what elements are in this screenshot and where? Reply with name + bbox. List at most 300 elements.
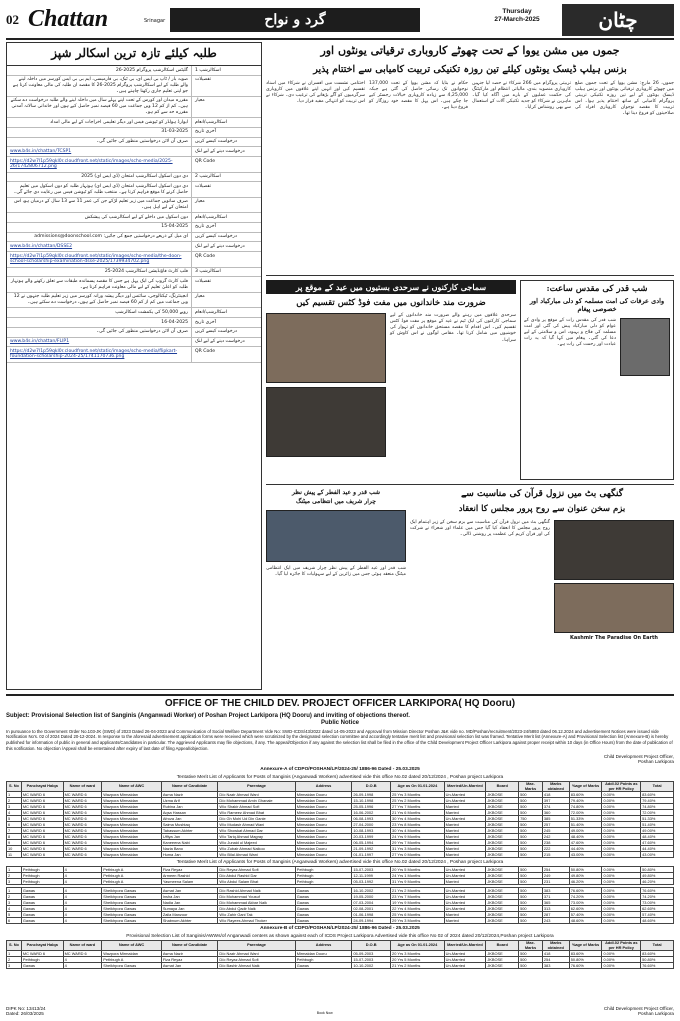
table-cell: Pethbugh (295, 867, 352, 873)
table-cell: Pethbugh A (102, 957, 162, 963)
scholarship-link[interactable]: www.b4s.in/chattan/TCSP1 (10, 148, 72, 154)
scholarship-column (6, 42, 262, 690)
table-cell: MC WARD 6 (21, 810, 63, 816)
table-cell: MC WARD 6 (21, 816, 63, 822)
table-cell: Pethbugh (21, 867, 63, 873)
table-cell: JKBOSE (486, 900, 519, 906)
table-cell: Aqsa Hassan (161, 810, 218, 816)
table-cell: 21 Yrs 2 Months (391, 963, 445, 969)
table-cell: 365 (542, 900, 569, 906)
table-cell: MC WARD 6 (63, 846, 102, 852)
table-cell: 249 (542, 873, 569, 879)
table-cell: Wazpora Mirmaidan (102, 840, 162, 846)
scholarship-key: معیار (191, 198, 261, 212)
column-header: S. No (7, 941, 22, 951)
table-cell: Un-Married (444, 888, 486, 894)
table-cell: 2 (7, 873, 22, 879)
table-cell: Un-Married (444, 957, 486, 963)
table-cell: JKBOSE (486, 846, 519, 852)
table-cell: 0.00% (602, 873, 641, 879)
table-cell: Gawas (21, 912, 63, 918)
table-cell: 0.00% (602, 957, 641, 963)
table-cell: 500 (519, 963, 543, 969)
footer-mid: Book Now (316, 1010, 333, 1015)
column-header: %age of Marks (569, 782, 602, 792)
story5-text: گنگھی بٹ میں نزول قرآن کی مناسبت سے بزم سخن کے زیر اہتمام ایک روح پرور مجلس کا انعقاد کیا گیا جس میں علماء اور شعراء نے شرکت کی اور قرآن کریم کی عظمت پر روشنی ڈالی۔ (410, 519, 550, 537)
scholarship-row (7, 252, 261, 267)
notice-title: OFFICE OF THE CHILD DEV. PROJECT OFFICER LARKIPORA( HQ Dooru) (164, 698, 516, 709)
story5-headline-1: گنگھی بٹ میں نزول قرآن کی مناسبت سے (461, 488, 623, 499)
column-header: Name of Candidate (161, 941, 218, 951)
table-cell: 0.00% (602, 792, 641, 798)
scholarship-row (7, 318, 261, 328)
table-cell: Married (444, 804, 486, 810)
gathering-photo (554, 520, 674, 580)
scholarship-key: درخواست دینے کے لیے لنک (191, 242, 261, 251)
scholarship-value: مقررہ میدان اور کورس کے تحت اپنے پہلے سال میں داخلہ لینے والے طلبہ درخواست دے سکتے ہیں۔ کم از کم 12 ویں جماعت میں 60 فیصد نمبر حاصل کیے ہوں اور خاندانی سالانہ آمدنی مقررہ حد سے کم ہو۔ (10, 98, 188, 115)
table-cell: 24 Yrs 1 Months (391, 873, 445, 879)
table-cell: 05-03-1992 (352, 879, 391, 885)
table-cell: 43.00% (641, 852, 674, 858)
brand-tag: Srinagar (144, 18, 166, 24)
story1-headline-1: جموں میں مشن یووا کے تحت چھوٹے کاروباری ترقیاتی یونٹوں اور (320, 44, 620, 57)
table-cell: 48.40% (569, 834, 602, 840)
table-cell: 48.60% (569, 918, 602, 924)
table-cell: JKBOSE (486, 888, 519, 894)
column-header: Panchayat Halqa (21, 941, 63, 951)
scholarship-link[interactable]: https://d2w7l1p59qkl0r.cloudfront.net/static/images/scho-media/flipkart-foundation-scholarship-2024-25/1741170736.png (10, 348, 178, 360)
table-cell: MC WARD 6 (63, 822, 102, 828)
table-cell: 500 (519, 900, 543, 906)
table-cell: 313 (542, 906, 569, 912)
scholarship-value: صرف ساتویں جماعت میں زیر تعلیم لڑکے جن کی عمر 11 سے 13 سال کے درمیان ہو، اس امتحان کے لیے اہل ہیں۔ (14, 199, 188, 210)
table-cell: 500 (519, 894, 543, 900)
dipk-date: Dated: 26/03/2025 (6, 1011, 44, 1017)
scholarship-link[interactable]: https://d2w7l1p59qkl0r.cloudfront.net/static/images/scho-media/2025-26/1742806712.png (10, 158, 173, 170)
table-cell: 500 (519, 792, 543, 798)
column-header: S. No (7, 782, 22, 792)
table-cell: 242 (542, 834, 569, 840)
table-cell: 500 (519, 888, 543, 894)
scholarship-row (7, 277, 261, 292)
table-cell: 31 Yrs 3 Months (391, 846, 445, 852)
table-cell: 254 (542, 867, 569, 873)
scholarship-row (7, 128, 261, 138)
table-cell: Armeen Rashid (161, 873, 218, 879)
table-cell: 500 (519, 804, 543, 810)
table-cell: 1 (7, 951, 22, 957)
table-cell: D/o Mohammad Yousuf (218, 894, 295, 900)
table-cell: Shabnum Akhter (161, 918, 218, 924)
scholarship-key: اسکالرشپ 1 (191, 66, 261, 75)
scholarship-row (7, 147, 261, 157)
table-cell: 62.60% (641, 906, 674, 912)
story3 (520, 280, 674, 480)
table-cell: 76.60% (569, 963, 602, 969)
scholarship-value: 15-04-2025 (161, 224, 188, 230)
table-cell: Mirmaidan Dooru (295, 822, 352, 828)
table-cell: 72.00% (569, 810, 602, 816)
story1-col: تربیتی پروگرام میں 266 شرکاء نے حصہ لیا جنہیں کاروباری منصوبہ بندی، مالیاتی انتظام اور مارکیٹنگ کی حکمت عملیوں کے بارے میں آگاہ کیا گیا۔ ماہرین نے شرکاء کو جدید تکنیکی آلات کے استعمال سے بھی روشناس کرایا۔ (472, 80, 571, 110)
column-header: Address (295, 941, 352, 951)
table-cell: 21 Yrs 6 Months (391, 810, 445, 816)
scholarship-title: طلبہ کیلئے تازہ ترین اسکالر شپز (7, 43, 261, 66)
table-cell: Wazpora Mirmaidan (102, 792, 162, 798)
table-cell: D/o Bashir Ahmad Naik (218, 963, 295, 969)
table-cell: Mirmaidan Dooru (295, 798, 352, 804)
story2-text: سرحدی علاقوں میں رہنے والے ضرورت مند خاندانوں کے لیے سماجی کارکنوں کی ایک ٹیم نے عید کے موقع پر مفت فوڈ کٹس تقسیم کیں۔ اس اقدام کا مقصد مستحق خاندانوں کو تہوار کی خوشیوں میں شامل کرنا تھا۔ مقامی لوگوں نے اس کاوش کو سراہا۔ (390, 313, 516, 343)
signature-line-1: Child Development Project Officer, (603, 753, 674, 759)
table-cell: JKBOSE (486, 918, 519, 924)
table-cell: 25 Yrs 6 Months (391, 912, 445, 918)
table-cell: 3 (7, 900, 22, 906)
story5-caption: Kashmir The Paradise On Earth (570, 634, 658, 641)
story4 (266, 489, 406, 699)
annexure-b-title: Annexure-B of CDPO/POSHAN/LP/2024-25/ 1886-96 Dated - 25.03.2025 (260, 926, 420, 932)
table-cell: Un-Married (444, 873, 486, 879)
table-cell: 44.40% (641, 846, 674, 852)
scholarship-value: دی دون اسکول اسکالرشپ امتحان (ڈی ایس ای) 2025 (81, 174, 188, 180)
table-cell: 74.20% (641, 894, 674, 900)
table-cell: Mirmaidan Dooru (295, 792, 352, 798)
table-cell: Uffiya Jan (161, 834, 218, 840)
table-cell: MC WARD 6 (63, 840, 102, 846)
merit-table-a3 (6, 887, 674, 924)
table-cell: JKBOSE (486, 879, 519, 885)
column-header: Age as On 01.01.2024 (391, 782, 445, 792)
table-cell: Un-Married (444, 900, 486, 906)
table-cell: 222 (542, 846, 569, 852)
scholarship-row (7, 118, 261, 128)
table-cell: 74.80% (641, 804, 674, 810)
column-header: Addl.02 Points as per HR Policy (602, 782, 641, 792)
table-cell: 5 (7, 912, 22, 918)
table-cell: 51.33% (569, 816, 602, 822)
table-cell: JKBOSE (486, 912, 519, 918)
table-cell: D/o Reyaz Ahmad Sofi (218, 957, 295, 963)
table-cell: 83.60% (641, 792, 674, 798)
table-cell: 19 Yrs 9 Months (391, 900, 445, 906)
scholarship-key: معیار (191, 97, 261, 117)
table-cell: 1 (7, 888, 22, 894)
table-cell: 16-10-2002 (352, 888, 391, 894)
table-cell: Un-Married (444, 816, 486, 822)
signature-line-2: Poshan Larkipora (637, 759, 674, 765)
scholarship-key: تفصیلات (191, 182, 261, 196)
table-cell: Un-Married (444, 798, 486, 804)
scholarship-value: دی دون اسکول اسکالرشپ امتحان (ڈی ایس ای) ہونہار طلبہ کو دون اسکول میں تعلیم حاصل کرنے کا موقع فراہم کرتا ہے۔ منتخب طلبہ کو ٹیوشن فیس میں رعایت دی جائے گی۔ (13, 183, 188, 195)
table-cell: 245 (542, 828, 569, 834)
column-header: D.O.B (352, 941, 391, 951)
table-cell: 31 Yrs 9 Months (391, 879, 445, 885)
table-cell: Rubina Jan (161, 804, 218, 810)
notice-signature (6, 754, 674, 765)
table-cell: 0.00% (602, 816, 641, 822)
table-cell: 20 Yrs 3 Months (391, 951, 445, 957)
table-cell: JKBOSE (486, 798, 519, 804)
table-cell: 73.00% (569, 900, 602, 906)
scholarship-row (7, 66, 261, 76)
table-cell: Sheikhpora Gawas (102, 894, 162, 900)
table-cell: 0.00% (602, 840, 641, 846)
table-cell: 0.00% (602, 888, 641, 894)
table-cell: 4 (63, 900, 102, 906)
table-cell: 01-01-1997 (352, 852, 391, 858)
story5-body (410, 520, 674, 641)
scholarship-key: آخری تاریخ (191, 318, 261, 327)
scholarship-row (7, 242, 261, 252)
table-cell: 500 (519, 810, 543, 816)
table-cell: 4 (63, 918, 102, 924)
table-cell: 371 (542, 894, 569, 900)
table-row (7, 918, 674, 924)
table-cell: 4 (63, 963, 102, 969)
table-cell: W/o Shakir Ahmad Sofi (218, 804, 295, 810)
table-cell: 4 (7, 810, 22, 816)
table-cell: Gawas (295, 906, 352, 912)
scholarship-value: 16-04-2025 (161, 319, 188, 325)
column-header: Address (295, 782, 352, 792)
section-title: گرد و نواح (170, 8, 420, 32)
table-cell: 06-05-1994 (352, 840, 391, 846)
table-cell: 43.00% (569, 852, 602, 858)
footer-sig-2: Poshan Larkipora (637, 1011, 674, 1017)
table-cell: 24-09-1994 (352, 918, 391, 924)
table-cell: 0.00% (602, 879, 641, 885)
table-cell: JKBOSE (486, 792, 519, 798)
story1-col: حکام نے بتایا کہ مشن یووا کے تحت 137,000 نوجوانوں تک رسائی حاصل کی گئی ہے جبکہ 4,25,000 سے زیادہ کاروباری خیالات رجسٹر کیے جا چکے ہیں۔ اس پہل کا مقصد خود روزگار کو فروغ دینا ہے۔ (369, 80, 468, 110)
story2 (266, 280, 516, 480)
bottom-row (266, 489, 674, 699)
table-cell: 05-09-2003 (352, 951, 391, 957)
masthead (6, 4, 674, 40)
scholarship-link[interactable]: www.b4s.in/chattan/FLIP1 (10, 339, 70, 344)
table-cell: JKBOSE (486, 804, 519, 810)
table-cell: MC WARD 6 (63, 951, 102, 957)
table-cell: MC WARD 6 (21, 951, 63, 957)
table-cell: 4 (63, 957, 102, 963)
table-cell: 29 Yrs 3 Months (391, 918, 445, 924)
table-cell: Wazpora Mirmaidan (102, 804, 162, 810)
table-cell: W/o Junaid ul Majeed (218, 840, 295, 846)
table-cell: 383 (542, 888, 569, 894)
notice-subject: Subject: Provisional Selection list of Sanginis (Anganwadi Worker) of Poshan Project Larkipora (HQ Dooru) and inviting of objections thereof. (6, 712, 410, 719)
table-cell: 6 (7, 918, 22, 924)
scholarship-key: اسکالرشپ/انعام (191, 118, 261, 127)
table-cell: JKBOSE (486, 963, 519, 969)
scholarship-key: درخواست کیسے کریں (191, 138, 261, 147)
scholarship-value: صرف آن لائن درخواستیں منظور کی جائیں گی۔ (96, 329, 188, 335)
scholarship-link[interactable]: www.b4s.in/chattan/DSSE2 (10, 243, 73, 249)
table-cell: W/o Zahir Gani Tak (218, 912, 295, 918)
scholarship-value: ایوارڈ ہولڈر کو ٹیوشن فیس اور دیگر تعلیمی اخراجات کے لیے مالی امداد (50, 119, 188, 125)
table-cell: 46.20% (569, 879, 602, 885)
table-cell: Pethbugh A (102, 873, 162, 879)
table-cell: 72.00% (641, 810, 674, 816)
scholarship-value: روپے 50,000 کی یکمشت اسکالرشپ (115, 309, 188, 315)
table-cell: D/o Nazir Ahmad Wani (218, 951, 295, 957)
table-cell: Insha Jan (161, 894, 218, 900)
table-cell: 46.20% (641, 879, 674, 885)
table-cell: 2 (7, 798, 22, 804)
story2-band: سماجی کارکنوں نے سرحدی بستیوں میں عید کے موقع پر (266, 280, 516, 294)
table-cell: W/o Rameez Ahmad Bhat (218, 810, 295, 816)
table-cell: 4 (63, 873, 102, 879)
table-cell: 29 Yrs 7 Months (391, 840, 445, 846)
scholarship-key: QR Code (191, 347, 261, 361)
scholarship-key: درخواست دینے کے لیے لنک (191, 338, 261, 347)
scholarship-link[interactable]: https://d2w7l1p59qkl0r.cloudfront.net/static/images/scho-media/the-doon-school-scholarship-examination-dsse-2025/1739934702.png (10, 253, 182, 265)
table-cell: 500 (519, 840, 543, 846)
table-cell: Mirmaidan Dooru (295, 840, 352, 846)
table-cell: 0.00% (602, 822, 641, 828)
table-cell: 02-08-2001 (352, 906, 391, 912)
table-cell: 76.60% (641, 963, 674, 969)
scholarship-key: اسکالرشپ 2 (191, 173, 261, 182)
issue-day: Thursday (502, 8, 532, 15)
table-cell: 254 (542, 957, 569, 963)
table-cell: JKBOSE (486, 810, 519, 816)
table-cell: 30 Yrs 4 Months (391, 816, 445, 822)
table-cell: W/o Abdul Salam Bhat (218, 879, 295, 885)
table-cell: 500 (519, 852, 543, 858)
scholarship-row (7, 76, 261, 97)
table-cell: MC WARD 6 (63, 798, 102, 804)
column-header: Parentage (218, 782, 295, 792)
scholarship-row (7, 182, 261, 197)
table-cell: 1 (7, 792, 22, 798)
table-cell: Married (444, 828, 486, 834)
table-cell: Pethbugh (295, 957, 352, 963)
table-cell: 79.40% (569, 798, 602, 804)
table-cell: 500 (519, 834, 543, 840)
column-header: Addl.02 Points as per HR Policy (602, 941, 641, 951)
table-cell: Gawas (21, 900, 63, 906)
table-cell: Gawas (295, 912, 352, 918)
table-cell: 0.00% (602, 798, 641, 804)
footer-right (604, 1006, 674, 1017)
scholarship-value: صوبہ بار / ٹاپ بی ایس ای، بی ٹیک، بی فارمیسی، ایم بی بی ایس کورسز میں داخلہ لینے والے طلبہ کے لیے اسکالرشپ پروگرام 2025-26 کا مقصد ان طلبہ کی مالی معاونت کرنا ہے جو اپنی تعلیم جاری رکھنا چاہتے ہیں۔ (12, 77, 188, 94)
story4-text: شب قدر اور عید الفطر کے پیش نظر چرار شریف میں ایک انتظامی میٹنگ منعقد ہوئی جس میں زائرین کے لیے سہولیات کا جائزہ لیا گیا۔ (266, 565, 406, 577)
public-notice (6, 694, 674, 1017)
column-header: Max. Marks (519, 782, 543, 792)
table-cell: JKBOSE (486, 822, 519, 828)
table-cell: 0.00% (602, 804, 641, 810)
table-cell: 8 (7, 834, 22, 840)
scholarship-row (7, 138, 261, 148)
scholarship-row (7, 198, 261, 213)
table-cell: Pethbugh A (102, 879, 162, 885)
table-cell: Wazpora Mirmaidan (102, 846, 162, 852)
column-header: Married/Un-Married (444, 941, 486, 951)
table-cell: D/o Mohammad Akbar Naik (218, 900, 295, 906)
table-cell: MC WARD 6 (63, 792, 102, 798)
table-cell: 62.60% (569, 906, 602, 912)
scholarship-row (7, 223, 261, 233)
table-cell: Tabassum Akhter (161, 828, 218, 834)
table-cell: Wazpora Mirmaidan (102, 828, 162, 834)
table-cell: Un-Married (444, 906, 486, 912)
table-cell: 0.00% (602, 810, 641, 816)
table-cell: Nazia Bano (161, 846, 218, 852)
table-cell: D/o Nazir Ahmad Wani (218, 792, 295, 798)
table-cell: 01-06-1998 (352, 912, 391, 918)
table-header-row (7, 782, 674, 792)
story3-headline: وادی عرفات کی امت مسلمہ کو دلی مبارکباد اور خصوصی پیغام (529, 297, 665, 314)
table-cell: Mirmaidan Dooru (295, 852, 352, 858)
table-cell: W/o Tariq Ahmad Magray (218, 834, 295, 840)
table-cell: 231 (542, 879, 569, 885)
selection-table-b (6, 940, 674, 969)
table-cell: MC WARD 6 (21, 834, 63, 840)
story2-headline: ضرورت مند خاندانوں میں مفت فوڈ کٹس تقسیم کیں (296, 297, 486, 308)
table-cell: 6 (7, 822, 22, 828)
table-cell: 50.80% (641, 867, 674, 873)
table-cell: 12-11-1999 (352, 873, 391, 879)
table-cell: MC WARD 6 (21, 822, 63, 828)
table-cell: Married (444, 912, 486, 918)
story1-col: اختتامی نشست میں افسران نے شرکاء میں اسناد تقسیم کیں اور انہیں اپنے علاقوں میں کاروباری سرگرمیوں کو آگے بڑھانے کی ترغیب دی۔ شرکاء نے اس تربیت کو انتہائی مفید قرار دیا۔ (266, 80, 365, 104)
table-cell: Wazpora Mirmaidan (102, 822, 162, 828)
table-cell: 79.40% (641, 798, 674, 804)
story4-headline: چرار شریف میں انتظامی میٹنگ (296, 498, 376, 506)
table-cell: Asmat Jan (161, 888, 218, 894)
table-cell: 76.60% (641, 888, 674, 894)
scholarship-row (7, 347, 261, 362)
meeting-photo (266, 510, 406, 562)
story4-kicker: شب قدر و عید الفطر کے پیش نظر (291, 488, 381, 496)
food-kit-photo-2 (266, 387, 386, 457)
merit-table-a2 (6, 866, 674, 885)
table-cell: Un-Married (444, 867, 486, 873)
story3-kicker: شب قدر کی مقدس ساعت: (546, 283, 648, 294)
table-cell: Married (444, 879, 486, 885)
table-cell: Mirmaidan Dooru (295, 810, 352, 816)
table-cell: 57.40% (569, 912, 602, 918)
scholarship-key: QR Code (191, 252, 261, 266)
table-cell: 26-09-1998 (352, 792, 391, 798)
column-header: Marks obtained (542, 941, 569, 951)
table-cell: Pethbugh (295, 873, 352, 879)
scholarship-row (7, 338, 261, 348)
table-row (7, 963, 674, 969)
table-cell: Gawas (295, 918, 352, 924)
table-cell: JKBOSE (486, 828, 519, 834)
table-cell: 0.00% (602, 906, 641, 912)
table-cell: 51.40% (641, 822, 674, 828)
scholarship-value: ای میل کے ذریعے درخواستیں جمع کی جائیں: admissions@doonschool.com (34, 234, 188, 240)
table-cell: Married (444, 840, 486, 846)
table-cell: D/o Gh Mohi Ud Din Ganie (218, 816, 295, 822)
table-cell: JKBOSE (486, 906, 519, 912)
table-cell: Married (444, 810, 486, 816)
table-cell: 4 (63, 894, 102, 900)
scholarship-table (7, 66, 261, 363)
table-cell: 4 (63, 879, 102, 885)
gathering-photo-2 (554, 583, 674, 633)
table-cell: 243 (542, 918, 569, 924)
table-cell: 22 Yrs 4 Months (391, 906, 445, 912)
table-cell: Saima Mushtaq (161, 822, 218, 828)
table-cell: 83.60% (569, 792, 602, 798)
table-cell: 47.60% (641, 840, 674, 846)
scholarship-row (7, 308, 261, 318)
table-cell: 383 (542, 963, 569, 969)
food-kit-photo (266, 313, 386, 383)
table-cell: 257 (542, 822, 569, 828)
table-cell: MC WARD 6 (63, 804, 102, 810)
table-cell: JKBOSE (486, 873, 519, 879)
